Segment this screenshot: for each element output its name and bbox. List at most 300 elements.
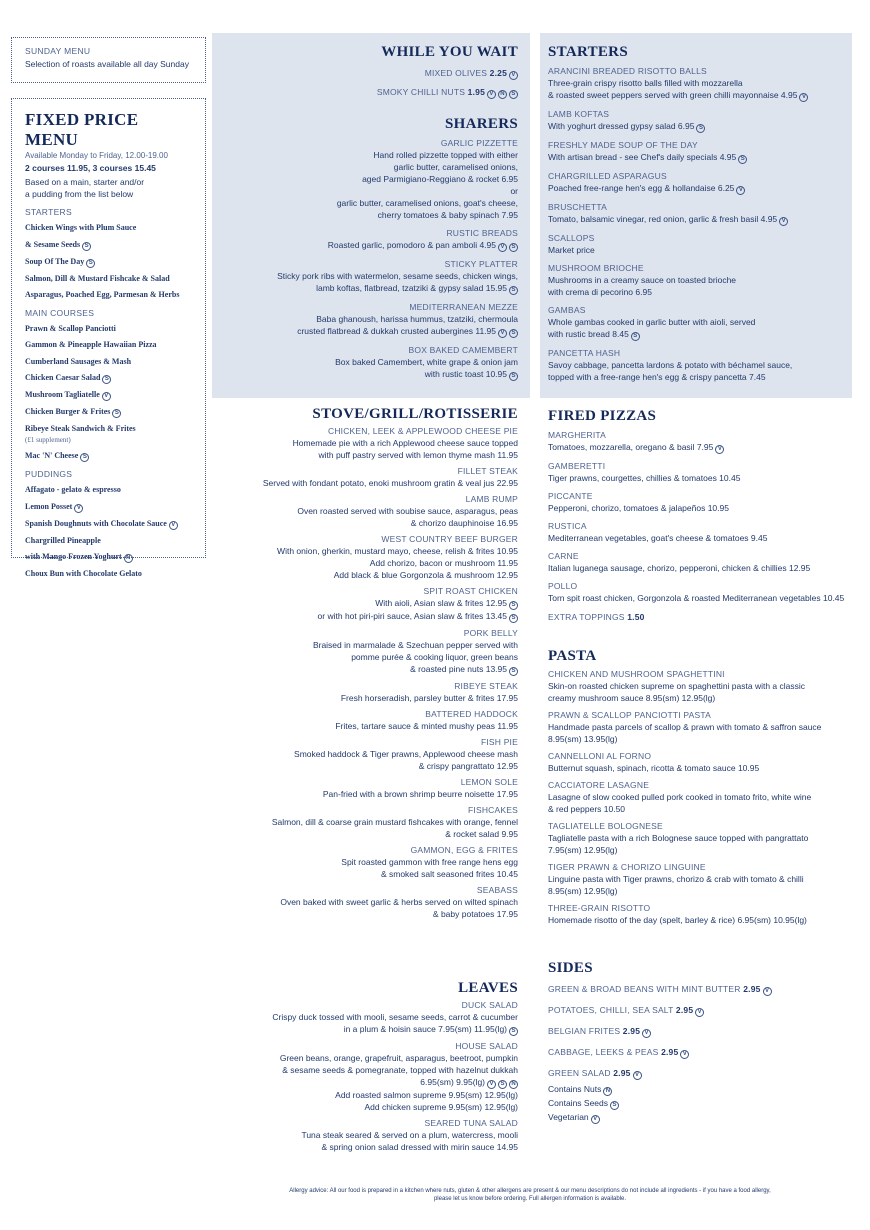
menu-item: [548, 66, 848, 102]
menu-item: [548, 1067, 858, 1080]
allergy-advice-line: please let us know before ordering. Full allergen information is available.: [433, 1196, 627, 1202]
starters-title: STARTERS: [548, 44, 628, 60]
menu-item: [220, 805, 518, 840]
menu-item: [220, 1118, 518, 1153]
menu-item: [220, 737, 518, 772]
stove-list: [220, 426, 518, 920]
fixed-menu-item: [25, 274, 195, 285]
sunday-menu-text: Selection of roasts available all day Sunday: [25, 59, 189, 69]
menu-item-name: RUSTIC BREADS: [446, 228, 518, 238]
menu-item-name: GAMBERETTI: [548, 461, 606, 471]
menu-item-name: BRUSCHETTA: [548, 202, 607, 212]
menu-item-description: With aioli, Asian slaw & frites 12.95 S: [220, 597, 518, 610]
seeds-icon: S: [82, 242, 91, 251]
vegetarian-icon: V: [799, 93, 808, 102]
while-you-wait-list: [220, 67, 518, 99]
menu-item-description: Tomatoes, mozzarella, oregano & basil 7.95 V: [548, 441, 858, 454]
menu-item-description: Green beans, orange, grapefruit, asparagus, beetroot, pumpkin: [279, 1053, 518, 1063]
menu-item: [548, 862, 858, 897]
menu-item: [548, 202, 848, 226]
menu-item: [548, 348, 848, 383]
fixed-puddings-list: [25, 485, 195, 580]
menu-item-description: Add chorizo, bacon or mushroom 11.95: [369, 558, 518, 568]
seeds-icon: S: [738, 155, 747, 164]
menu-item: [548, 1046, 858, 1059]
menu-item-name: MARGHERITA: [548, 430, 607, 440]
menu-item-name: LAMB KOFTAS: [548, 109, 610, 119]
menu-item-description: Pan-fried with a brown shrimp beurre noisette 17.95: [322, 789, 518, 799]
nuts-icon: N: [498, 90, 507, 99]
menu-item: [548, 1025, 858, 1038]
menu-item: [548, 233, 848, 256]
menu-item-description: Spit roasted gammon with free range hens egg: [341, 857, 518, 867]
fixed-price-menu-box: [11, 98, 206, 578]
menu-item-name: LAMB RUMP: [465, 494, 518, 504]
starters-list: [548, 66, 848, 383]
fixed-menu-item-name: Cumberland Sausages & Mash: [25, 356, 132, 366]
fixed-price-availability: Available Monday to Friday, 12.00-19.00: [25, 151, 168, 160]
menu-item-price: 2.95: [661, 1047, 679, 1057]
menu-item: [548, 751, 858, 774]
legend-item: [548, 1110, 619, 1124]
menu-item: [220, 709, 518, 732]
menu-item-name: PORK BELLY: [463, 628, 518, 638]
fixed-menu-item: [25, 257, 195, 268]
menu-item-description: garlic butter, caramelised onions, goat's cheese,: [336, 198, 518, 208]
menu-item: [548, 710, 858, 745]
menu-item-description: Tomato, balsamic vinegar, red onion, garlic & fresh basil 4.95 V: [548, 213, 848, 226]
menu-item: [548, 780, 858, 815]
seeds-icon: S: [509, 1027, 518, 1036]
fixed-menu-item: [25, 451, 195, 462]
menu-item-name: CABBAGE, LEEKS & PEAS: [548, 1047, 662, 1057]
fixed-menu-item: [25, 357, 195, 368]
fixed-menu-item-name: Ribeye Steak Sandwich & Frites: [25, 424, 136, 433]
menu-item-description: Torn spit roast chicken, Gorgonzola & roasted Mediterranean vegetables 10.45: [548, 593, 845, 603]
extra-toppings-name: EXTRA TOPPINGS: [548, 612, 625, 622]
menu-item-description: Mushrooms in a creamy sauce on toasted brioche: [548, 275, 737, 285]
menu-item-name: GARLIC PIZZETTE: [440, 138, 518, 148]
extra-toppings-price: 1.50: [627, 612, 645, 622]
sides-section: [548, 960, 858, 1080]
menu-item-description: or with hot piri-piri sauce, Asian slaw & frites 13.45 S: [220, 610, 518, 623]
menu-item-price: 2.95: [613, 1068, 631, 1078]
menu-item-description: aged Parmigiano-Reggiano & rocket 6.95: [362, 174, 518, 184]
fixed-menu-item-name: Salmon, Dill & Mustard Fishcake & Salad: [25, 273, 170, 283]
menu-item-name: DUCK SALAD: [461, 1000, 518, 1010]
menu-item-name: POLLO: [548, 581, 578, 591]
menu-item-description: Savoy cabbage, pancetta lardons & potato with béchamel sauce,: [548, 360, 793, 370]
menu-item-description: crusted flatbread & dukkah crusted aubergines 11.95 V S: [220, 325, 518, 338]
menu-item-description: with puff pastry served with lemon thyme mash 11.95: [318, 450, 518, 460]
menu-item-name: CARNE: [548, 551, 579, 561]
vegetarian-icon: V: [498, 243, 507, 252]
menu-item-name: RUSTICA: [548, 521, 587, 531]
stove-title: STOVE/GRILL/ROTISSERIE: [312, 406, 518, 422]
menu-item-description: 6.95(sm) 9.95(lg) V S N: [220, 1076, 518, 1089]
fixed-menu-item: [25, 290, 195, 301]
seeds-icon: S: [509, 667, 518, 676]
menu-item-name: FRESHLY MADE SOUP OF THE DAY: [548, 140, 698, 150]
menu-item-description: Mediterranean vegetables, goat's cheese & tomatoes 9.45: [548, 533, 768, 543]
fixed-menu-item: [25, 390, 195, 401]
menu-item-name: PANCETTA HASH: [548, 348, 621, 358]
fixed-menu-item-name: Chicken Burger & Frites: [25, 407, 111, 416]
sides-title: SIDES: [548, 960, 593, 976]
menu-item: [548, 581, 858, 604]
menu-item: [548, 669, 858, 704]
fixed-menu-item: [25, 240, 195, 251]
menu-item-description: Salmon, dill & coarse grain mustard fishcakes with orange, fennel: [271, 817, 518, 827]
pasta-section: [548, 648, 858, 926]
fixed-mains-list: [25, 324, 195, 463]
menu-item-name: ARANCINI BREADED RISOTTO BALLS: [548, 66, 707, 76]
menu-item-description: Homemade risotto of the day (spelt, barley & rice) 6.95(sm) 10.95(lg): [548, 915, 807, 925]
menu-item-description: & chorizo dauphinoise 16.95: [410, 518, 518, 528]
vegetarian-icon: V: [498, 329, 507, 338]
menu-item-name: GREEN & BROAD BEANS WITH MINT BUTTER: [548, 984, 744, 994]
dietary-legend: [548, 1082, 619, 1124]
menu-item-description: & red peppers 10.50: [548, 804, 626, 814]
fixed-menu-item: [25, 324, 195, 335]
menu-item: [220, 885, 518, 920]
menu-item: [548, 1004, 858, 1017]
menu-item-description: with rustic toast 10.95 S: [220, 368, 518, 381]
fixed-menu-item-name: Mushroom Tagliatelle: [25, 390, 100, 399]
menu-item: [220, 777, 518, 800]
allergy-advice-line: Allergy advice: All our food is prepared in a kitchen where nuts, gluten & other allergens are present & our menu descriptions do not include all ingredients - if you have a food allergy,: [289, 1188, 771, 1194]
menu-item-description: Tagliatelle pasta with a rich Bolognese sauce topped with pangrattato: [548, 833, 809, 843]
menu-item-name: HOUSE SALAD: [455, 1041, 518, 1051]
menu-item: [548, 140, 848, 164]
menu-item-name: MUSHROOM BRIOCHE: [548, 263, 644, 273]
menu-item-name: CHICKEN, LEEK & APPLEWOOD CHEESE PIE: [327, 426, 518, 436]
menu-item-description: With artisan bread - see Chef's daily specials 4.95 S: [548, 151, 848, 164]
menu-item-description: & rocket salad 9.95: [445, 829, 518, 839]
legend-item-label: Contains Seeds: [548, 1098, 609, 1108]
menu-item-description: & sesame seeds & pomegranate, topped with hazelnut dukkah: [282, 1065, 518, 1075]
fixed-menu-item: [25, 569, 195, 580]
menu-item-name: GAMMON, EGG & FRITES: [410, 845, 518, 855]
menu-item: [548, 521, 858, 544]
menu-item-name: FILLET STEAK: [457, 466, 518, 476]
menu-item: [220, 302, 518, 338]
menu-item-description: creamy mushroom sauce 8.95(sm) 12.95(lg): [548, 693, 716, 703]
menu-item-description: Butternut squash, spinach, ricotta & tomato sauce 10.95: [548, 763, 760, 773]
seeds-icon: S: [509, 601, 518, 610]
menu-item-name: WEST COUNTRY BEEF BURGER: [381, 534, 518, 544]
menu-item-name: BATTERED HADDOCK: [425, 709, 518, 719]
fixed-menu-item-name: Chicken Wings with Plum Sauce: [25, 223, 137, 232]
stove-section: [220, 406, 518, 920]
seeds-icon: S: [498, 1080, 507, 1089]
menu-item-name: LEMON SOLE: [460, 777, 518, 787]
menu-item-description: Add chicken supreme 9.95(sm) 12.95(lg): [364, 1102, 518, 1112]
fixed-menu-item: [25, 485, 195, 496]
vegetarian-icon: V: [509, 71, 518, 80]
menu-item-description: Skin-on roasted chicken supreme on spaghettini pasta with a classic: [548, 681, 806, 691]
menu-item: [548, 109, 848, 133]
pizzas-title: FIRED PIZZAS: [548, 408, 657, 424]
menu-item-description: 8.95(sm) 12.95(lg): [548, 886, 618, 896]
vegetarian-icon: V: [779, 217, 788, 226]
fixed-menu-item-name: Chargrilled Pineapple: [25, 535, 101, 545]
menu-item-description: Lasagne of slow cooked pulled pork cooked in tomato frito, white wine: [548, 792, 812, 802]
seeds-icon: S: [112, 409, 121, 418]
fixed-menu-item-name: Mac 'N' Cheese: [25, 451, 79, 460]
menu-item-name: TIGER PRAWN & CHORIZO LINGUINE: [548, 862, 706, 872]
extra-toppings: [548, 611, 858, 623]
menu-item-description: Pepperoni, chorizo, tomatoes & jalapeños 10.95: [548, 503, 729, 513]
vegetarian-icon: V: [102, 392, 111, 401]
sides-list: [548, 983, 858, 1080]
fixed-price-title: FIXED PRICE MENU: [25, 110, 139, 149]
fixed-menu-item-name: Asparagus, Poached Egg, Parmesan & Herbs: [25, 290, 180, 299]
sharers-title: SHARERS: [445, 116, 518, 132]
while-you-wait-title: WHILE YOU WAIT: [381, 44, 518, 60]
seeds-icon: S: [509, 90, 518, 99]
fixed-starters-heading: STARTERS: [25, 207, 72, 217]
vegetarian-icon: V: [169, 521, 178, 530]
menu-item-description: Three-grain crispy risotto balls filled with mozzarella: [548, 78, 743, 88]
menu-item-price: 2.95: [622, 1026, 641, 1036]
leaves-section: [220, 980, 518, 1153]
menu-item: [220, 67, 518, 80]
menu-item-name: GREEN SALAD: [548, 1068, 614, 1078]
fixed-menu-item-name: Prawn & Scallop Panciotti: [25, 323, 116, 333]
menu-item: [548, 171, 848, 195]
menu-item-name: SEARED TUNA SALAD: [424, 1118, 518, 1128]
menu-item-description: Box baked Camembert, white grape & onion jam: [335, 357, 518, 367]
fixed-menu-item: [25, 536, 195, 547]
menu-item: [548, 461, 858, 484]
vegetarian-icon: V: [487, 1080, 496, 1089]
menu-item-description: or: [510, 186, 518, 196]
vegetarian-icon: V: [74, 504, 83, 513]
allergy-advice: [200, 1187, 860, 1203]
fixed-menu-item-name: Choux Bun with Chocolate Gelato: [25, 569, 142, 578]
vegetarian-icon: V: [642, 1029, 651, 1038]
menu-item-description: & roasted pine nuts 13.95 S: [220, 663, 518, 676]
fixed-price-prices: 2 courses 11.95, 3 courses 15.45: [25, 163, 156, 173]
menu-item-name: CACCIATORE LASAGNE: [548, 780, 650, 790]
pasta-title: PASTA: [548, 648, 597, 664]
fixed-menu-item: [25, 502, 195, 513]
menu-item: [220, 138, 518, 221]
menu-item-description: Poached free-range hen's egg & hollandaise 6.25 V: [548, 182, 848, 195]
fixed-menu-item-name: & Sesame Seeds: [25, 239, 81, 249]
menu-item-price: 2.95: [743, 984, 761, 994]
menu-item-name: CHICKEN AND MUSHROOM SPAGHETTINI: [548, 669, 725, 679]
menu-item-description: in a plum & hoisin sauce 7.95(sm) 11.95(lg) S: [220, 1023, 518, 1036]
menu-item-description: Whole gambas cooked in garlic butter with aioli, served: [548, 317, 756, 327]
menu-item: [548, 305, 848, 341]
menu-item-price: 1.95: [467, 87, 485, 97]
menu-item-price: 2.25: [489, 68, 507, 78]
menu-item-name: MEDITERRANEAN MEZZE: [409, 302, 518, 312]
fixed-menu-item-name: with Mango Frozen Yoghurt: [25, 552, 122, 561]
fixed-price-note-line: Based on a main, starter and/or: [25, 177, 145, 187]
fixed-menu-item-name: Soup Of The Day: [25, 256, 85, 266]
fixed-menu-item: [25, 223, 195, 234]
menu-item-price: 2.95: [675, 1005, 694, 1015]
pizzas-list: [548, 430, 858, 604]
menu-item: [220, 494, 518, 529]
menu-item-name: CHARGRILLED ASPARAGUS: [548, 171, 667, 181]
menu-item: [220, 628, 518, 676]
menu-item-description: pomme purée & cooking liquor, green beans: [351, 652, 518, 662]
menu-item-name: SEABASS: [476, 885, 518, 895]
menu-item: [548, 821, 858, 856]
fixed-menu-item-note: (£1 supplement): [25, 435, 71, 444]
menu-item-name: MIXED OLIVES: [424, 68, 490, 78]
menu-item-description: Tuna steak seared & served on a plum, watercress, mooli: [301, 1130, 518, 1140]
seeds-icon: S: [610, 1101, 619, 1110]
menu-item-description: with rustic bread 8.45 S: [548, 328, 848, 341]
fixed-menu-item: [25, 407, 195, 418]
menu-item-name: SCALLOPS: [548, 233, 595, 243]
vegetarian-icon: V: [487, 90, 496, 99]
menu-item-name: PRAWN & SCALLOP PANCIOTTI PASTA: [548, 710, 712, 720]
menu-item-description: Oven roasted served with soubise sauce, asparagus, peas: [297, 506, 518, 516]
menu-item-name: THREE-GRAIN RISOTTO: [548, 903, 651, 913]
menu-item-name: TAGLIATELLE BOLOGNESE: [548, 821, 663, 831]
menu-item-name: BOX BAKED CAMEMBERT: [408, 345, 518, 355]
while-you-wait-section: [220, 44, 518, 99]
menu-item-name: PICCANTE: [548, 491, 593, 501]
menu-item-description: 8.95(sm) 13.95(lg): [548, 734, 618, 744]
menu-item: [548, 551, 858, 574]
menu-item-description: topped with a free-range hen's egg & crispy pancetta 7.45: [548, 372, 766, 382]
vegetarian-icon: V: [695, 1008, 704, 1017]
nuts-icon: N: [603, 1087, 612, 1096]
menu-item: [220, 86, 518, 99]
seeds-icon: S: [102, 375, 111, 384]
sharers-list: [220, 138, 518, 381]
fixed-menu-item: [25, 340, 195, 351]
vegetarian-icon: V: [763, 987, 772, 996]
menu-item: [220, 1000, 518, 1036]
fixed-starters-list: [25, 223, 195, 301]
menu-item-description: garlic butter, caramelised onions,: [393, 162, 518, 172]
leaves-list: [220, 1000, 518, 1153]
menu-item-description: Add black & blue Gorgonzola & mushroom 12.95: [333, 570, 518, 580]
fixed-mains-heading: MAIN COURSES: [25, 307, 95, 318]
pizzas-section: [548, 408, 858, 623]
seeds-icon: S: [80, 453, 89, 462]
menu-item: [548, 491, 858, 514]
menu-item: [220, 466, 518, 489]
menu-item: [548, 983, 858, 996]
sunday-menu-title: SUNDAY MENU: [25, 46, 91, 56]
menu-item: [220, 586, 518, 623]
menu-item-name: STICKY PLATTER: [444, 259, 518, 269]
fixed-menu-item: [25, 373, 195, 384]
menu-item-description: Smoked haddock & Tiger prawns, Applewood cheese mash: [294, 749, 518, 759]
menu-item: [220, 681, 518, 704]
menu-item-description: & spring onion salad dressed with mirin sauce 14.95: [321, 1142, 518, 1152]
leaves-title: LEAVES: [458, 980, 518, 996]
legend-item-label: Contains Nuts: [548, 1084, 602, 1094]
legend-item-label: Vegetarian: [548, 1112, 589, 1122]
menu-item: [220, 845, 518, 880]
vegetarian-icon: V: [736, 186, 745, 195]
menu-item-description: Baba ghanoush, harissa hummus, tzatziki, chermoula: [316, 314, 518, 324]
menu-item-description: Tiger prawns, courgettes, chillies & tomatoes 10.45: [548, 473, 741, 483]
menu-item-description: Roasted garlic, pomodoro & pan amboli 4.95 V S: [220, 239, 518, 252]
menu-item-description: Sticky pork ribs with watermelon, sesame seeds, chicken wings,: [277, 271, 518, 281]
menu-item: [220, 534, 518, 581]
menu-item-description: Add roasted salmon supreme 9.95(sm) 12.95(lg): [335, 1090, 518, 1100]
menu-item-description: cherry tomatoes & baby spinach 7.95: [377, 210, 518, 220]
menu-item-description: & smoked salt seasoned frites 10.45: [380, 869, 518, 879]
sharers-section: [220, 116, 518, 381]
menu-item-description: Oven baked with sweet garlic & herbs served on wilted spinach: [280, 897, 518, 907]
menu-item-description: Braised in marmalade & Szechuan pepper served with: [312, 640, 518, 650]
menu-item-description: Italian luganega sausage, chorizo, pepperoni, chicken & chillies 12.95: [548, 563, 811, 573]
menu-item-name: FISHCAKES: [468, 805, 518, 815]
menu-item-name: FISH PIE: [480, 737, 518, 747]
sunday-menu-box: [11, 37, 206, 83]
fixed-menu-item: [25, 552, 195, 563]
nuts-icon: N: [509, 1080, 518, 1089]
menu-item-description: Homemade pie with a rich Applewood cheese sauce topped: [292, 438, 518, 448]
menu-item-description: Market price: [548, 245, 595, 255]
fixed-menu-item-name: Spanish Doughnuts with Chocolate Sauce: [25, 518, 167, 528]
menu-item: [220, 1041, 518, 1113]
menu-item-name: SMOKY CHILLI NUTS: [376, 87, 468, 97]
seeds-icon: S: [509, 372, 518, 381]
menu-item-description: lamb koftas, flatbread, tzatziki & gypsy salad 15.95 S: [220, 282, 518, 295]
menu-item-name: RIBEYE STEAK: [454, 681, 518, 691]
menu-item-description: Hand rolled pizzette topped with either: [373, 150, 518, 160]
menu-item-description: with crema di pecorino 6.95: [548, 287, 652, 297]
seeds-icon: S: [509, 329, 518, 338]
seeds-icon: S: [696, 124, 705, 133]
fixed-puddings-heading: PUDDINGS: [25, 469, 73, 479]
vegetarian-icon: V: [591, 1115, 600, 1124]
menu-item-description: 7.95(sm) 12.95(lg): [548, 845, 618, 855]
menu-item-description: & roasted sweet peppers served with green chilli mayonnaise 4.95 V: [548, 89, 848, 102]
menu-item-description: Frites, tartare sauce & minted mushy peas 11.95: [335, 721, 518, 731]
menu-item-description: Served with fondant potato, enoki mushroom gratin & veal jus 22.95: [262, 478, 518, 488]
fixed-menu-item-name: Chicken Caesar Salad: [25, 373, 101, 382]
pasta-list: [548, 669, 858, 926]
legend-item: [548, 1096, 619, 1110]
menu-item-description: Linguine pasta with Tiger prawns, chorizo & crab with tomato & chilli: [548, 874, 804, 884]
menu-item-name: CANNELLONI AL FORNO: [548, 751, 652, 761]
fixed-menu-item-name: Affagato - gelato & espresso: [25, 485, 121, 494]
vegetarian-icon: V: [633, 1071, 642, 1080]
fixed-menu-item: [25, 424, 195, 445]
seeds-icon: S: [509, 614, 518, 623]
menu-item-description: & crispy pangrattato 12.95: [418, 761, 518, 771]
seeds-icon: S: [631, 332, 640, 341]
menu-item-name: GAMBAS: [548, 305, 586, 315]
vegetarian-icon: V: [680, 1050, 689, 1059]
menu-item-description: With yoghurt dressed gypsy salad 6.95 S: [548, 120, 848, 133]
menu-item-description: & baby potatoes 17.95: [432, 909, 518, 919]
menu-item-description: With onion, gherkin, mustard mayo, cheese, relish & frites 10.95: [277, 546, 518, 556]
menu-item: [548, 903, 858, 926]
menu-item-description: Crispy duck tossed with mooli, sesame seeds, carrot & cucumber: [272, 1012, 518, 1022]
vegetarian-icon: V: [715, 445, 724, 454]
menu-item: [548, 430, 858, 454]
seeds-icon: S: [86, 259, 95, 268]
nuts-icon: N: [124, 554, 133, 563]
seeds-icon: S: [509, 286, 518, 295]
menu-item: [220, 228, 518, 252]
